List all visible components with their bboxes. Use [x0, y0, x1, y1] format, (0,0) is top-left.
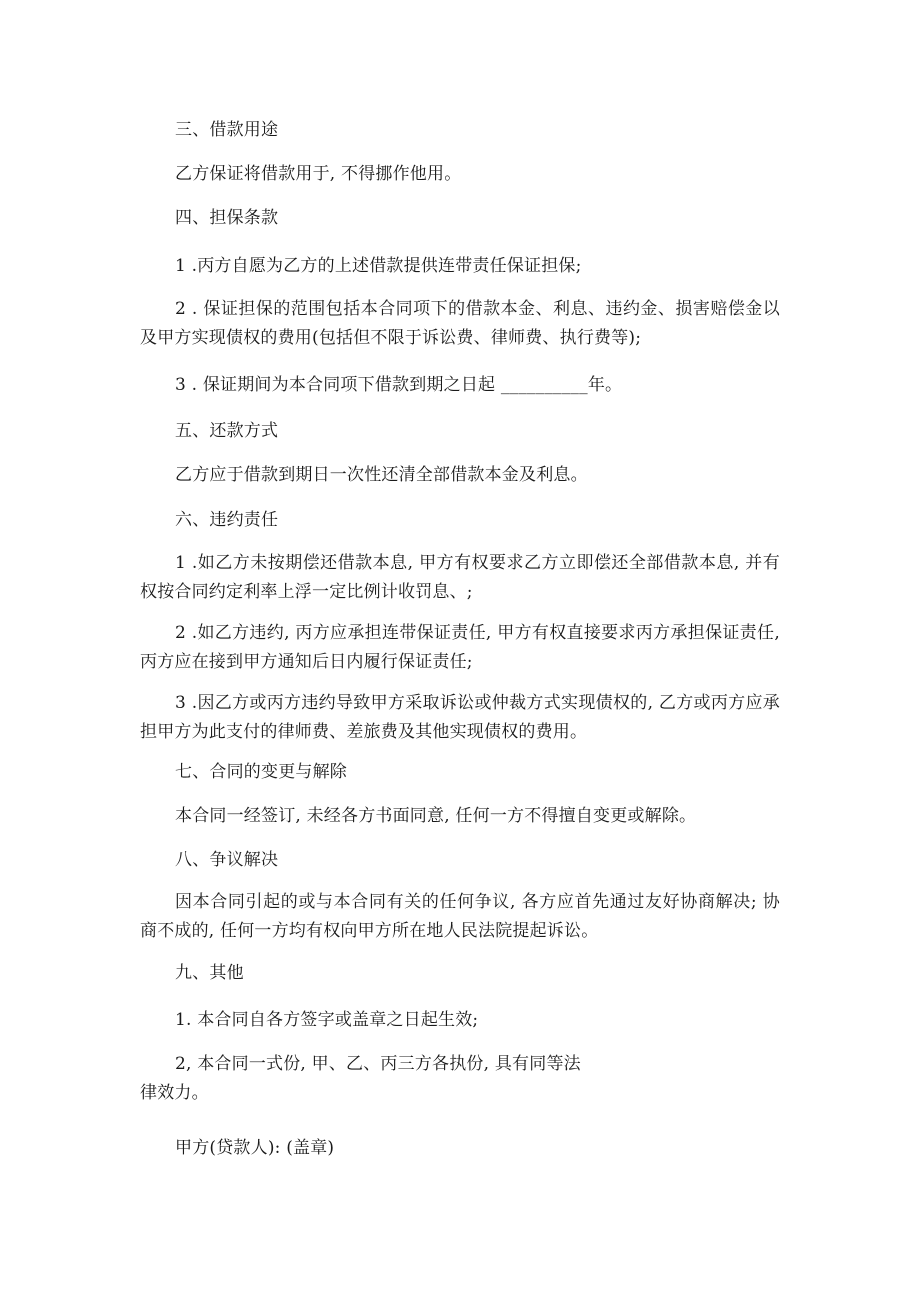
section-5-heading: 五、还款方式 — [175, 421, 279, 441]
section-9-item-2 — [140, 1050, 581, 1108]
section-9-heading: 九、其他 — [175, 963, 244, 983]
section-3-text: 乙方保证将借款用于, 不得挪作他用。 — [175, 164, 462, 184]
section-6-heading: 六、违约责任 — [175, 510, 279, 530]
section-8-heading: 八、争议解决 — [175, 850, 279, 870]
section-6-item-1: 1 .如乙方未按期偿还借款本息, 甲方有权要求乙方立即偿还全部借款本息, 并有权按合同约定利率上浮一定比例计收罚息、; — [140, 553, 780, 602]
section-4-item-2: 2 . 保证担保的范围包括本合同项下的借款本金、利息、违约金、损害赔偿金以及甲方实现债权的费用(包括但不限于诉讼费、律师费、执行费等); — [140, 299, 780, 348]
section-9-item-2-line-1: 2, 本合同一式份, 甲、乙、丙三方各执份, 具有同等法 — [175, 1054, 581, 1074]
section-4-item-3: 3 . 保证期间为本合同项下借款到期之日起 __________年。 — [175, 375, 623, 395]
section-4-item-1: 1 .丙方自愿为乙方的上述借款提供连带责任保证担保; — [175, 256, 582, 276]
section-9-item-2-line-2: 律效力。 — [140, 1083, 209, 1103]
section-3-heading: 三、借款用途 — [175, 120, 279, 140]
section-9-item-1: 1. 本合同自各方签字或盖章之日起生效; — [175, 1010, 479, 1030]
section-5-text: 乙方应于借款到期日一次性还清全部借款本金及利息。 — [175, 465, 588, 485]
section-6-item-2: 2 .如乙方违约, 丙方应承担连带保证责任, 甲方有权直接要求丙方承担保证责任, 丙方应在接到甲方通知后日内履行保证责任; — [140, 623, 780, 672]
section-7-text: 本合同一经签订, 未经各方书面同意, 任何一方不得擅自变更或解除。 — [175, 806, 697, 826]
section-6-item-3: 3 .因乙方或丙方违约导致甲方采取诉讼或仲裁方式实现债权的, 乙方或丙方应承担甲方为此支付的律师费、差旅费及其他实现债权的费用。 — [140, 693, 780, 742]
signature-party-a: 甲方(贷款人): (盖章) — [175, 1138, 335, 1158]
section-8-text: 因本合同引起的或与本合同有关的任何争议, 各方应首先通过友好协商解决; 协商不成的, 任何一方均有权向甲方所在地人民法院提起诉讼。 — [140, 892, 780, 941]
section-4-heading: 四、担保条款 — [175, 208, 279, 228]
section-7-heading: 七、合同的变更与解除 — [175, 762, 347, 782]
